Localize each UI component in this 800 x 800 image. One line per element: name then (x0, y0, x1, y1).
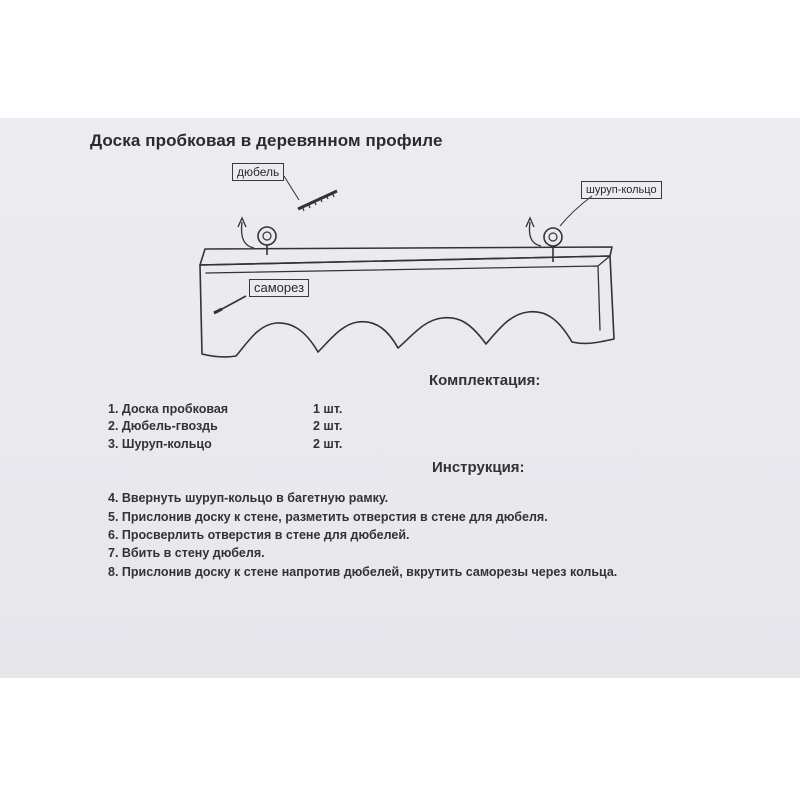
board-right-edge (598, 256, 610, 266)
instruction-step: 4. Ввернуть шуруп-кольцо в багетную рамку. (108, 491, 389, 505)
rotate-arrow-left-icon (238, 218, 254, 248)
dowel-label: дюбель (232, 163, 284, 181)
ring-screw-leader-line (560, 196, 592, 226)
page-title: Доска пробковая в деревянном профиле (90, 131, 443, 150)
dowel-icon (284, 176, 337, 211)
board-top-face (200, 247, 612, 265)
ring-screw-label: шуруп-кольцо (581, 181, 662, 199)
instructions-heading: Инструкция: (432, 459, 525, 476)
rotate-arrow-right-icon (526, 218, 541, 246)
kit-heading: Комплектация: (429, 372, 541, 389)
board-inner-frame (206, 266, 600, 330)
instruction-step: 7. Вбить в стену дюбеля. (108, 546, 265, 560)
instruction-step: 8. Прислонив доску к стене напротив дюбелей, вкрутить саморезы через кольца. (108, 565, 618, 579)
ring-screw-left-icon (258, 227, 276, 255)
kit-item-qty: 2 шт. (313, 419, 343, 433)
kit-item-name: 2. Дюбель-гвоздь (108, 419, 218, 433)
self-tapping-screw-icon (214, 296, 246, 313)
self-tapping-screw-label: саморез (249, 279, 309, 297)
kit-item-name: 3. Шуруп-кольцо (108, 437, 212, 451)
instruction-step: 5. Прислонив доску к стене, разметить отверстия в стене для дюбеля. (108, 510, 548, 524)
kit-item-name: 1. Доска пробковая (108, 402, 229, 416)
kit-item-qty: 1 шт. (313, 402, 343, 416)
board-front-face (200, 256, 614, 357)
instruction-step: 6. Просверлить отверстия в стене для дюбелей. (108, 528, 410, 542)
kit-item-qty: 2 шт. (313, 437, 343, 451)
